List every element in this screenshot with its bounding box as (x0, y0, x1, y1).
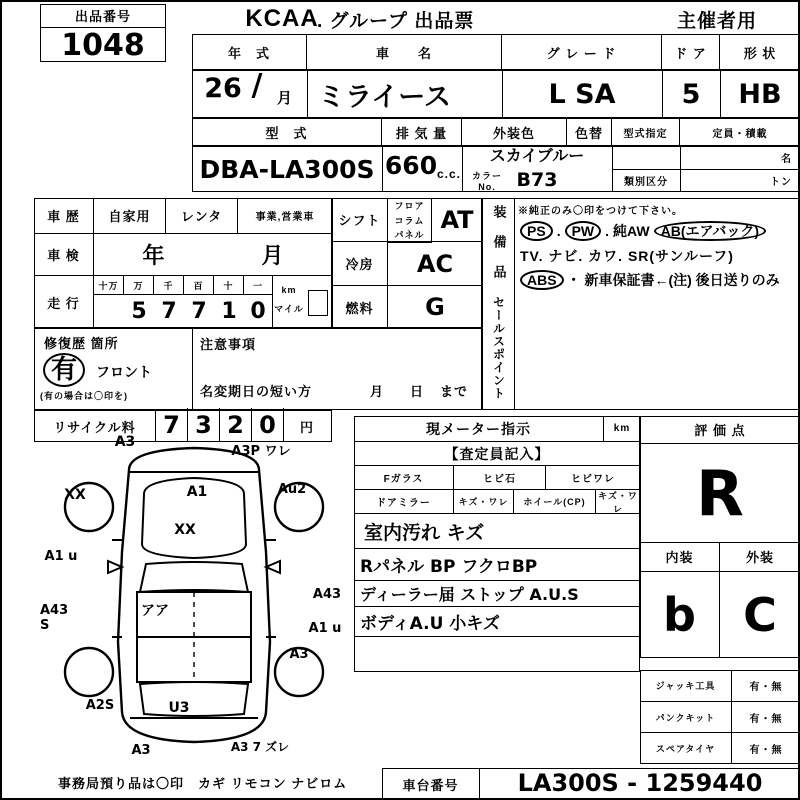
label-capacity: 定員・積載 (712, 128, 768, 140)
dot-2: . (605, 223, 610, 239)
label-ac: 冷房 (332, 242, 388, 286)
car-name-value: ミライース (318, 81, 451, 113)
row-fglass-opt2: ヒビワレ (546, 466, 640, 490)
label-fuel: 燃料 (332, 286, 388, 328)
label-panel: パネル (388, 228, 432, 242)
row-doormirror-label: ドアミラー (354, 490, 454, 514)
name-change-month: 月 (369, 383, 384, 399)
office-note: 事務局預り品は〇印 カギ リモコン ナビロム (58, 775, 348, 791)
diagram-mark-6: A1 u (44, 548, 78, 564)
diagram-mark-2: XX (64, 487, 86, 503)
row-doormirror-opt1: キズ・ワレ (454, 490, 514, 514)
diagram-mark-8: アア (141, 603, 169, 619)
model-code-value: DBA-LA300S (199, 154, 375, 184)
label-chassis: 車台番号 (382, 768, 480, 800)
cc-label: c.c. (436, 167, 461, 181)
label-interior: 内装 (640, 542, 720, 572)
label-doors: ド ア (662, 34, 720, 70)
diagram-mark-13: U3 (168, 700, 190, 716)
diagram-mark-0: A3 (114, 434, 136, 450)
row-wheel-opt: キズ・ワレ (596, 490, 640, 514)
label-modelcode: 型 式 (192, 118, 382, 146)
accessory-label-1: パンクキット (640, 702, 732, 733)
equipment-ab: AB(エアバック) (654, 221, 766, 241)
equipment-pw: PW (565, 221, 602, 241)
km-label: km (281, 285, 297, 295)
label-history: 車 歴 (34, 198, 94, 234)
interior-grade: b (640, 572, 720, 658)
history-opt-business: 事業,営業車 (238, 198, 332, 234)
color-no-label: カラーNo. (471, 170, 502, 192)
color-no-value: B73 (516, 169, 558, 191)
unit-checkbox[interactable] (308, 290, 328, 316)
label-exterior: 外装 (720, 542, 800, 572)
row-fglass-label: Fガラス (354, 466, 454, 490)
label-equipment: 装 備 品 (491, 205, 507, 279)
mileage-digit-2: 7 (161, 298, 177, 324)
diagram-mark-11: A3 (289, 646, 309, 662)
label-class-division: 類別区分 (624, 177, 668, 188)
ac-value: AC (388, 242, 482, 286)
evaluation-title: 評 価 点 (640, 416, 800, 444)
lot-label: 出品番号 (40, 4, 166, 28)
label-year: 年 式 (192, 34, 307, 70)
equipment-note: ※純正のみ〇印をつけて下さい。 (518, 205, 683, 217)
name-change-until: まで (439, 383, 468, 399)
equipment-line-2: TV. ナビ. カワ. SR(サンルーフ) (520, 248, 734, 264)
label-type-designation: 型式指定 (612, 118, 680, 146)
diagram-mark-3: A1 (186, 484, 208, 500)
label-column: コラム (388, 213, 432, 228)
repair-note: フロント (96, 365, 152, 381)
mileage-digit-header-1: 万 (124, 276, 154, 294)
meter-note-3: ボディA.U 小キズ (360, 613, 500, 634)
repair-mark: 有 (44, 354, 84, 386)
accessory-label-0: ジャッキ工具 (640, 670, 732, 702)
year-value: 26 (204, 72, 242, 104)
equipment-abs: ABS (520, 270, 564, 290)
mileage-digit-0 (94, 294, 124, 328)
equipment-ps: PS (520, 221, 553, 241)
diagram-mark-4: Au2 (277, 481, 307, 497)
diagram-mark-9: A43 (312, 586, 342, 602)
shape-value: HB (738, 78, 782, 110)
inspection-month: 月 (214, 234, 332, 276)
capacity-unit-tons: トン (770, 177, 792, 188)
label-inspection: 車 検 (34, 234, 94, 276)
meter-note-1: Rパネル BP フクロBP (360, 556, 538, 577)
recycle-digit-0: 7 (156, 408, 188, 442)
recycle-digit-3: 0 (252, 408, 284, 442)
meter-title: 現メーター指示 (354, 416, 604, 442)
mileage-digit-header-4: 十 (214, 276, 244, 294)
meter-km: km (604, 416, 640, 442)
accessory-value-2[interactable]: 有・無 (749, 745, 783, 756)
dot-1: . (556, 223, 561, 239)
label-sales-point: セールスポイント (491, 296, 506, 400)
accessory-value-0[interactable]: 有・無 (732, 670, 800, 702)
kcaa-logo: KCAA (245, 5, 319, 32)
name-change-day: 日 (409, 383, 424, 399)
diagram-mark-5: XX (174, 522, 196, 538)
label-shape: 形 状 (743, 45, 777, 61)
chassis-number: LA300S - 1259440 (517, 769, 763, 797)
assessor-title: 【査定員記入】 (354, 442, 640, 466)
mileage-digit-5: 0 (250, 298, 266, 324)
label-shift: シフト (332, 198, 388, 242)
repair-sub-note: (有の場合は〇印を) (40, 390, 128, 401)
accessory-value-1[interactable]: 有・無 (732, 702, 800, 733)
label-displacement: 排 気 量 (382, 118, 462, 146)
label-caution: 注意事項 (200, 336, 257, 352)
label-color-change: 色替 (567, 118, 612, 146)
row-fglass-opt1: ヒビ石 (454, 466, 546, 490)
mileage-digit-header-0: 十万 (94, 276, 124, 294)
name-change-label: 名変期日の短い方 (200, 383, 313, 399)
inspection-year: 年 (94, 234, 214, 276)
group-title: . グループ 出品票 (317, 10, 475, 32)
exterior-grade: C (743, 588, 777, 642)
mileage-digit-4: 1 (221, 298, 237, 324)
doors-value: 5 (681, 78, 701, 110)
label-repair: 修復歴 箇所 (44, 335, 119, 351)
diagram-mark-15: A3 7 ズレ (230, 739, 290, 754)
label-mileage: 走 行 (34, 276, 94, 328)
exterior-color-value: スカイブルー (489, 145, 585, 165)
diagram-mark-1: A3P ワレ (231, 443, 291, 459)
accessory-label-2: スペアタイヤ (640, 733, 732, 764)
label-recycle: リサイクル料 (34, 410, 156, 442)
diagram-mark-12: A2S (85, 697, 115, 713)
grade-value: L SA (548, 78, 616, 110)
equipment-warranty-text: ・ 新車保証書←(注) 後日送りのみ (566, 272, 780, 288)
evaluation-grade: R (696, 456, 744, 530)
history-opt-private: 自家用 (94, 198, 166, 234)
shift-value: AT (432, 198, 482, 242)
recycle-yen: 円 (299, 419, 314, 435)
label-grade: グ レ ー ド (502, 34, 662, 70)
recycle-digit-1: 3 (188, 408, 220, 442)
fuel-value: G (425, 293, 445, 321)
displacement-value: 660 (384, 150, 438, 180)
organizer-label: 主催者用 (676, 10, 757, 32)
mile-label: マイル (274, 303, 304, 314)
equipment-aw: 純AW (613, 223, 650, 239)
history-opt-rental: レンタ (166, 198, 238, 234)
label-floor: フロア (388, 198, 432, 213)
equipment-line-1 (520, 218, 796, 244)
mileage-digit-1: 5 (131, 298, 147, 324)
diagram-mark-14: A3 (131, 742, 151, 758)
lot-number: 1048 (61, 27, 145, 63)
label-exterior-color: 外装色 (462, 118, 567, 146)
mileage-digit-header-3: 百 (184, 276, 214, 294)
recycle-digit-2: 2 (220, 408, 252, 442)
month-label: 月 (276, 89, 293, 107)
label-carname: 車 名 (307, 34, 502, 70)
meter-note-0: 室内汚れ キズ (364, 521, 485, 544)
equipment-line-3 (520, 268, 796, 292)
row-wheel-label: ホイール(CP) (514, 490, 596, 514)
meter-note-2: ディーラー届 ストップ A.U.S (360, 584, 579, 604)
diagram-mark-10: A1 u (308, 620, 342, 636)
year-slash: / (251, 67, 263, 103)
mileage-digit-header-2: 千 (154, 276, 184, 294)
mileage-digit-3: 7 (191, 298, 207, 324)
diagram-mark-7: A43 S (40, 603, 69, 633)
mileage-digit-header-5: 一 (252, 280, 263, 291)
capacity-unit-persons: 名 (781, 154, 792, 165)
